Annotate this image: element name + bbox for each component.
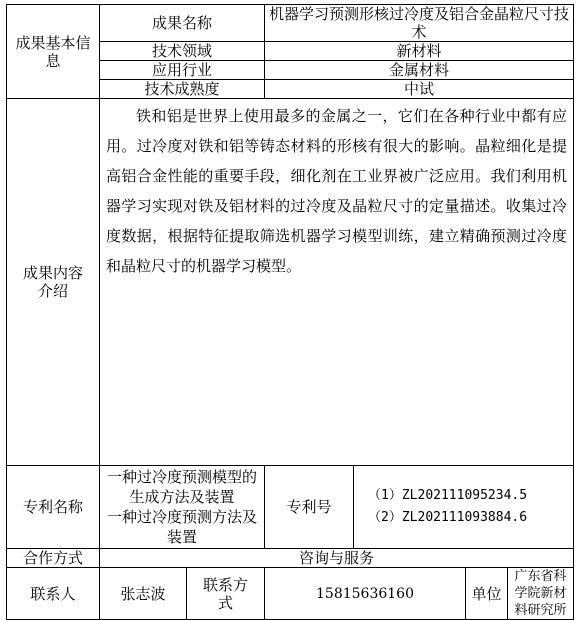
achievement-table xyxy=(6,4,574,620)
row-cooperation xyxy=(7,549,574,568)
patent-numbers xyxy=(354,466,574,549)
patent-name-1: 一种过冷度预测模型的生成方法及装置 xyxy=(107,468,258,506)
patent-number-label: 专利号 xyxy=(265,466,354,549)
introduction-content xyxy=(100,99,574,466)
cooperation-label: 合作方式 xyxy=(7,549,100,568)
basic-info-label-text: 成果基本信息 xyxy=(15,33,91,70)
patent-number-2: （2）ZL202111093884.6 xyxy=(368,510,528,525)
maturity-label: 技术成熟度 xyxy=(100,80,265,99)
introduction-label-text: 成果内容介绍 xyxy=(22,264,83,300)
achievement-name-value: 机器学习预测形核过冷度及铝合金晶粒尺寸技术 xyxy=(265,5,574,42)
patent-name-2: 一种过冷度预测方法及装置 xyxy=(107,508,258,546)
tech-field-label: 技术领域 xyxy=(100,42,265,61)
industry-value: 金属材料 xyxy=(265,61,574,80)
contact-person-value: 张志波 xyxy=(100,568,187,620)
row-achievement-name xyxy=(7,5,574,42)
tech-field-value: 新材料 xyxy=(265,42,574,61)
contact-unit-label: 单位 xyxy=(466,568,508,620)
row-contact xyxy=(7,568,574,620)
patent-names xyxy=(100,466,265,549)
patent-name-label: 专利名称 xyxy=(7,466,100,549)
contact-person-label: 联系人 xyxy=(7,568,100,620)
row-patent xyxy=(7,466,574,549)
patent-number-1: （1）ZL202111095234.5 xyxy=(368,488,528,503)
contact-phone-value: 15815636160 xyxy=(265,568,466,620)
introduction-text: 铁和铝是世界上使用最多的金属之一，它们在各种行业中都有应用。过冷度对铁和铝等铸态材料的形核有很大的影响。晶粒细化是提高铝合金性能的重要手段，细化剂在工业界被广泛应用。我们利用机器学习实现对铁及铝材料的过冷度及晶粒尺寸的定量描述。收集过冷度数据，根据特征提取筛选机器学习模型训练，建立精确预测过冷度和晶粒尺寸的机器学习模型。 xyxy=(106,107,568,275)
contact-phone-label: 联系方式 xyxy=(187,568,265,620)
industry-label: 应用行业 xyxy=(100,61,265,80)
row-introduction xyxy=(7,99,574,466)
contact-unit-value: 广东省科学院新材料研究所 xyxy=(508,568,574,620)
cooperation-value: 咨询与服务 xyxy=(100,549,574,568)
achievement-name-label: 成果名称 xyxy=(100,5,265,42)
basic-info-label xyxy=(7,5,100,99)
maturity-value: 中试 xyxy=(265,80,574,99)
introduction-label xyxy=(7,99,100,466)
